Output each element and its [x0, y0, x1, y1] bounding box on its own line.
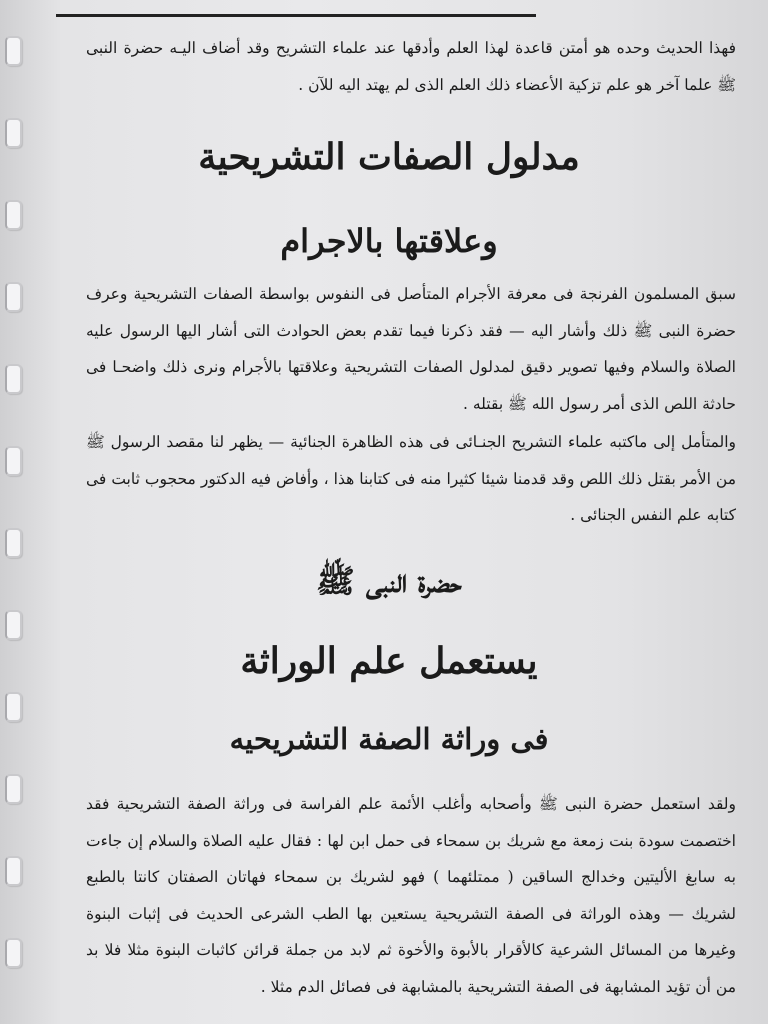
binding-ring — [5, 282, 22, 312]
section2-title-2: يستعمل علم الوراثة — [240, 640, 538, 682]
binding-ring — [5, 36, 22, 66]
binding-ring — [5, 692, 22, 722]
binding-ring — [5, 200, 22, 230]
section1-paragraph-2: والمتأمل إلى ماكتبه علماء التشريح الجنـائى فى هذه الظاهرة الجنائية — يظهر لنا مقصد الرسول ﷺ من الأمر بقتل ذلك اللص وقد قدمنا شيئا كثيرا منه فى كتابنا هذا ، وأفاض فيه الدكتور محجوب ثابت فى كتابه علم النفس الجنائى . — [86, 433, 736, 524]
section1-subtitle: وعلاقتها بالاجرام — [280, 222, 498, 260]
binding-ring — [5, 118, 22, 148]
spiral-binding — [0, 0, 24, 1024]
section1-title: مدلول الصفات التشريحية — [198, 136, 580, 178]
document-page — [28, 0, 750, 1024]
section2-paragraph: ولقد استعمل حضرة النبى ﷺ وأصحابه وأغلب الأئمة علم الفراسة فى وراثة الصفة التشريحية فقد اختصمت سودة بنت زمعة مع شريك بن سمحاء فى حمل ابن لها : فقال عليه الصلاة والسلام إن جاءت به سابغ الأليتين وخدالج الساقين ( ممتلئهما ) فهو لشريك بن سمحاء فهاتان الصفتان كانتا بالطبع لشريك — وهذه الوراثة فى الصفة التشريحية يستعين بها الطب الشرعى الحديث فى إثبات البنوة وغيرها من المسائل الشرعية كالأقرار بالأبوة والأخوة ثم لابد من جملة قرائن كاثبات البنوة مثلا فلا بد من أن تؤيد المشابهة فى الصفة التشريحية بالمشابهة فى فصائل الدم مثلا . — [86, 795, 736, 996]
binding-ring — [5, 856, 22, 886]
binding-ring — [5, 446, 22, 476]
section2-title-3: فى وراثة الصفة التشريحيه — [229, 722, 549, 756]
section1-paragraph-1: سبق المسلمون الفرنجة فى معرفة الأجرام المتأصل فى النفوس بواسطة الصفات التشريحية وعرف حضرة النبى ﷺ ذلك وأشار اليه — فقد ذكرنا فيما تقدم بعض الحوادث التى أشار اليها الرسول عليه الصلاة والسلام وفيها تصوير دقيق لمدلول الصفات التشريحية وعلاقتها بالأجرام ونرى ذلك واضحـا فى حادثة اللص الذى أمر رسول الله ﷺ بقتله . — [86, 285, 736, 413]
section2-title-1: حضرة النبى ﷺ — [316, 562, 462, 600]
binding-ring — [5, 528, 22, 558]
binding-ring — [5, 938, 22, 968]
binding-ring — [5, 364, 22, 394]
intro-paragraph: فهذا الحديث وحده هو أمتن قاعدة لهذا العلم وأدقها عند علماء التشريح وقد أضاف اليـه حضرة النبى ﷺ علما آخر هو علم تزكية الأعضاء ذلك العلم الذى لم يهتد اليه للآن . — [86, 39, 736, 94]
binding-ring — [5, 610, 22, 640]
binding-ring — [5, 774, 22, 804]
